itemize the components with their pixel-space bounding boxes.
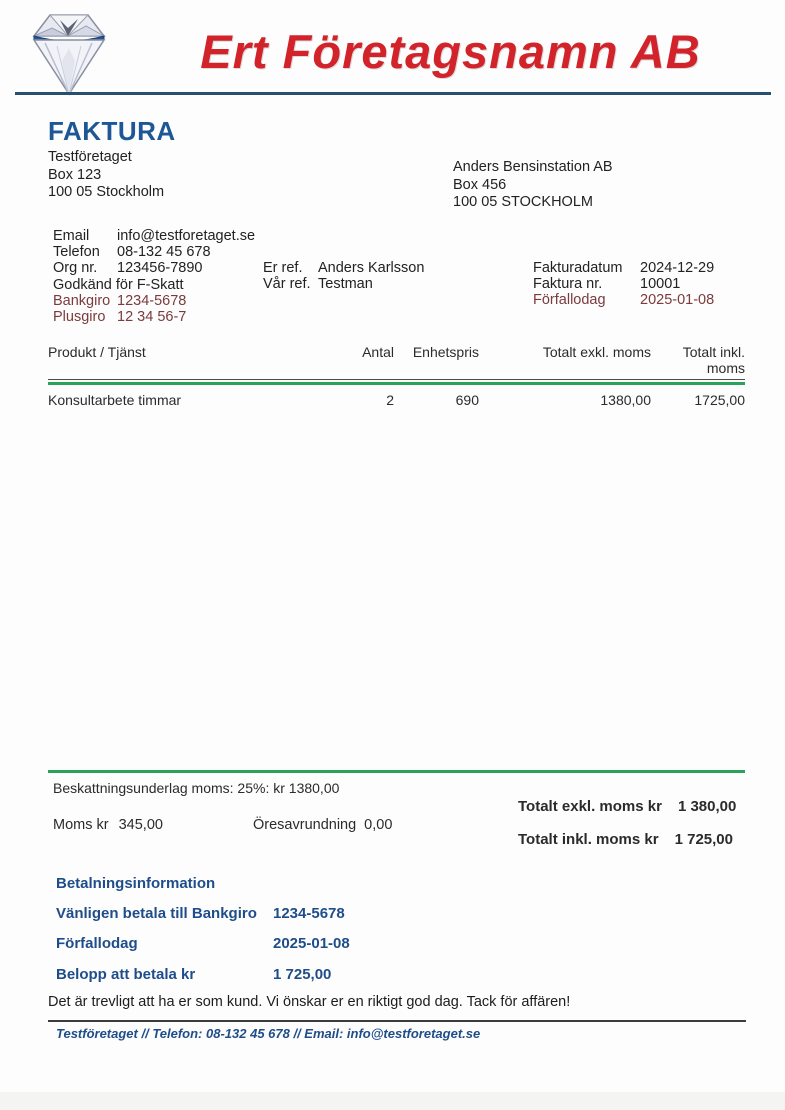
plusgiro-value: 12 34 56-7: [117, 309, 187, 326]
due-date-row: [533, 292, 714, 308]
cell-product: Konsultarbete timmar: [48, 392, 182, 408]
sender-address2: 100 05 Stockholm: [48, 184, 165, 200]
recipient-name: Anders Bensinstation AB: [453, 159, 613, 175]
bankgiro-label: Bankgiro: [53, 292, 111, 309]
er-ref-row: [263, 260, 424, 276]
invoice-date-label: Fakturadatum: [533, 260, 623, 276]
payment-bankgiro-label: Vänligen betala till Bankgiro: [56, 905, 257, 922]
bankgiro-row: [53, 293, 255, 309]
invoice-number-label: Faktura nr.: [533, 276, 603, 293]
plusgiro-label: Plusgiro: [53, 309, 106, 326]
var-ref-label: Vår ref.: [263, 276, 311, 293]
recipient-address1: Box 456: [453, 176, 507, 193]
payment-info-title: Betalningsinformation: [56, 875, 216, 892]
moms-label: Moms kr: [53, 817, 109, 833]
summary-green-rule: [48, 770, 745, 773]
payment-due-value: 2025-01-08: [273, 935, 350, 952]
diamond-logo-icon: [12, 6, 124, 98]
footer-divider: [48, 1020, 746, 1022]
email-row: [53, 228, 255, 244]
cell-unit-price: 690: [455, 392, 479, 408]
er-ref-value: Anders Karlsson: [318, 260, 425, 276]
sender-contact-block: [53, 228, 255, 325]
company-name: Ert Företagsnamn AB: [200, 24, 701, 78]
col-header-unit-price: Enhetspris: [412, 344, 479, 360]
phone-value: 08-132 45 678: [117, 244, 211, 261]
orgnr-value: 123456-7890: [117, 260, 203, 277]
table-row: [48, 385, 745, 408]
invoice-date-row: [533, 260, 714, 276]
orgnr-row: [53, 260, 255, 276]
moms-value: 345,00: [118, 817, 163, 833]
phone-label: Telefon: [53, 244, 100, 261]
bankgiro-value: 1234-5678: [117, 292, 187, 309]
total-incl-row: [518, 831, 733, 848]
email-value: info@testforetaget.se: [117, 228, 256, 244]
col-header-quantity: Antal: [362, 344, 394, 360]
fskatt-text: Godkänd för F-Skatt: [53, 276, 184, 293]
scan-edge-strip: [0, 1092, 785, 1110]
var-ref-row: [263, 276, 424, 292]
payment-amount-value: 1 725,00: [273, 966, 332, 983]
total-excl-label: Totalt exkl. moms kr: [518, 798, 662, 815]
payment-amount-label: Belopp att betala kr: [56, 966, 196, 983]
references-block: [263, 260, 424, 292]
cell-total-excl: 1380,00: [600, 392, 651, 408]
plusgiro-row: [53, 309, 255, 325]
er-ref-label: Er ref.: [263, 260, 303, 276]
cell-quantity: 2: [386, 392, 394, 408]
invoice-number-row: [533, 276, 714, 292]
payment-amount-row: [56, 966, 332, 983]
invoice-meta-block: [533, 260, 714, 309]
table-header-row: [48, 344, 745, 380]
total-excl-row: [518, 798, 737, 815]
payment-due-label: Förfallodag: [56, 935, 138, 952]
orgnr-label: Org nr.: [53, 260, 98, 277]
total-incl-label: Totalt inkl. moms kr: [518, 831, 659, 848]
total-excl-value: 1 380,00: [677, 798, 737, 815]
fskatt-row: [53, 277, 255, 293]
invoice-date-value: 2024-12-29: [640, 260, 715, 276]
header-divider: [15, 92, 771, 95]
cell-total-incl: 1725,00: [694, 392, 745, 408]
email-label: Email: [53, 228, 90, 244]
footer-company-info: Testföretaget // Telefon: 08-132 45 678 // Email: info@testforetaget.se: [56, 1026, 481, 1041]
var-ref-value: Testman: [318, 276, 373, 293]
sender-address1: Box 123: [48, 166, 102, 183]
rounding-label: Öresavrundning: [253, 817, 357, 833]
recipient-address2: 100 05 STOCKHOLM: [453, 194, 593, 210]
due-date-label: Förfallodag: [533, 292, 606, 309]
sender-address: [48, 149, 164, 202]
phone-row: [53, 244, 255, 260]
invoice-number-value: 10001: [640, 276, 681, 293]
recipient-address: [453, 159, 613, 212]
thank-you-text: Det är trevligt att ha er som kund. Vi önskar er en riktigt god dag. Tack för affären!: [48, 994, 571, 1010]
sender-name: Testföretaget: [48, 149, 132, 165]
line-items-table: [48, 344, 745, 408]
total-incl-value: 1 725,00: [674, 831, 733, 848]
payment-bankgiro-row: [56, 905, 345, 922]
col-header-total-excl: Totalt exkl. moms: [542, 344, 651, 360]
tax-base-text: Beskattningsunderlag moms: 25%: kr 1380,00: [53, 780, 340, 796]
due-date-value: 2025-01-08: [640, 292, 715, 309]
rounding-row: [253, 817, 392, 833]
invoice-title: FAKTURA: [48, 116, 176, 146]
moms-row: [53, 817, 163, 833]
rounding-value: 0,00: [364, 817, 393, 833]
col-header-total-incl: Totalt inkl. moms: [682, 344, 745, 376]
payment-due-row: [56, 935, 350, 952]
payment-bankgiro-value: 1234-5678: [273, 905, 345, 922]
col-header-product: Produkt / Tjänst: [48, 344, 146, 360]
